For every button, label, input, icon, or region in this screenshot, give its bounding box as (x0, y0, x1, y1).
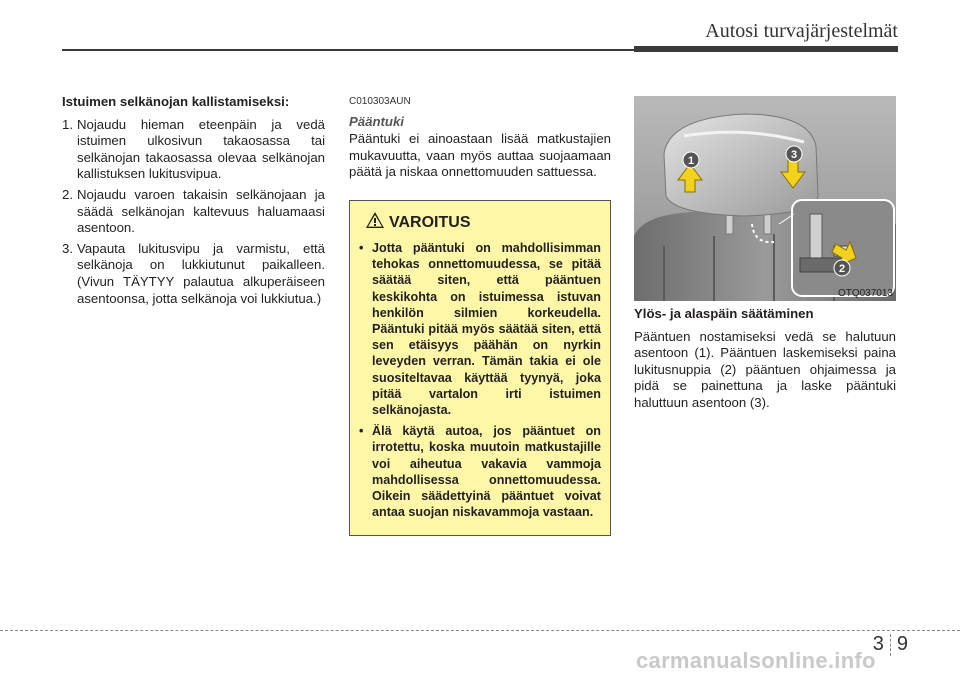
bullet: • (359, 424, 364, 439)
column-headrest (349, 94, 611, 181)
header-rule-bold (634, 46, 898, 52)
step-text: Vapauta lukitusvipu ja varmistu, että selkänoja on lukkiutunut paikalleen. (Vivun TÄYTYY palautua alkuperäiseen asentoonsa, jotta selkänoja voi lukkiutua.) (77, 240, 325, 306)
step-item (62, 187, 325, 237)
step-number: 1. (62, 116, 73, 132)
warning-triangle-icon (365, 211, 385, 234)
step-number: 2. (62, 186, 73, 202)
adjust-heading: Ylös- ja alaspäin säätäminen (634, 306, 814, 321)
running-header-title: Autosi turvajärjestelmät (705, 20, 898, 42)
header-rule (62, 49, 662, 51)
step-text: Nojaudu hieman eteenpäin ja vedä istuimen ulkosivun takaosassa tai selkänojan takaosassa olevaa selkänojan kallistuksen lukitusvipua. (77, 116, 325, 182)
step-item (62, 117, 325, 183)
headrest-paragraph: Pääntuki ei ainoastaan lisää matkustajien mukavuutta, vaan myös auttaa suojaamaan päätä ja niskaa onnettomuuden sattuessa. (349, 131, 611, 180)
bullet: • (359, 241, 364, 255)
warning-header (365, 211, 601, 234)
headrest-subheading: Pääntuki (349, 113, 404, 129)
seatback-heading: Istuimen selkänojan kallistamiseksi: (62, 94, 290, 109)
section-code: C010303AUN (349, 96, 411, 107)
footer-rule (0, 630, 960, 631)
warning-box (349, 200, 611, 536)
warning-title: VAROITUS (389, 213, 471, 231)
step-text: Nojaudu varoen takaisin selkänojaan ja säädä selkänojan kaltevuus haluamaasi asentoon. (77, 186, 325, 236)
chapter-number: 3 (872, 633, 884, 655)
figure-label-2: 2 (838, 263, 846, 275)
headrest-illustration (634, 96, 896, 301)
page-number-value: 9 (896, 633, 908, 655)
figure-code: OTQ037013 (837, 288, 893, 299)
page-number-divider (890, 634, 891, 656)
adjust-paragraph: Pääntuen nostamiseksi vedä se halutuun asentoon (1). Pääntuen laskemiseksi paina lukitusnuppia (2) pääntuen ohjaimessa ja pidä se painettuna ja laske pääntuki haluttuun asentoon (3). (634, 328, 896, 410)
warning-list (359, 240, 601, 520)
page-number (873, 633, 908, 656)
warning-item (359, 423, 601, 520)
column-adjust (634, 306, 896, 412)
seatback-steps (62, 117, 325, 308)
figure-label-1: 1 (687, 155, 695, 167)
step-number: 3. (62, 240, 73, 256)
warning-item (359, 240, 601, 418)
step-item (62, 241, 325, 307)
figure-label-3: 3 (790, 149, 798, 161)
column-seatback (62, 94, 325, 311)
headrest-figure (634, 96, 896, 301)
watermark-text: carmanualsonline.info (636, 648, 876, 673)
warning-item-text: Jotta pääntuki on mahdollisimman tehokas onnettomuudessa, se pitää säätää siten, että pääntuen keskikohta on istuimessa istuvan henkilön silmien korkeudella. Pääntuki pitää myös säätää siten, että sen etäisyys päähän on nyrkin leveyden verran. Tämän takia ei ole suositeltavaa käyttää tyynyä, joka pitää vartalon irti istuimen selkänojasta. (372, 241, 601, 418)
warning-item-text: Älä käytä autoa, jos pääntuet on irrotettu, koska muutoin matkustajille voi aiheutua vakavia vammoja mahdollisessa onnettomuudessa. Oikein säädettyinä pääntuet voivat antaa suojan niskavammoja vastaan. (372, 424, 601, 520)
